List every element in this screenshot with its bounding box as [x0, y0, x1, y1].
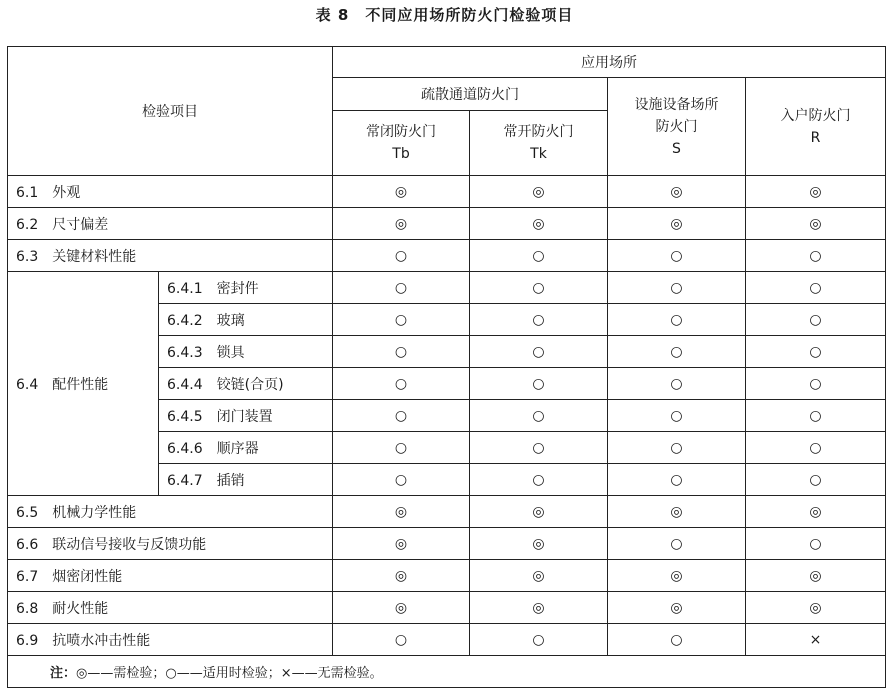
header-evacuation: 疏散通道防火门: [333, 78, 608, 111]
cell-s: ◎: [608, 208, 746, 240]
cell-tk: ○: [470, 304, 608, 336]
cell-tk: ○: [470, 368, 608, 400]
cell-tk: ○: [470, 464, 608, 496]
cell-tb: ○: [333, 272, 470, 304]
cell-s: ○: [608, 240, 746, 272]
sub-row-label: 6.4.4 铰链(合页): [159, 368, 333, 400]
cell-tb: ◎: [333, 208, 470, 240]
row-label: 6.3 关键材料性能: [8, 240, 333, 272]
cell-s: ◎: [608, 560, 746, 592]
cell-s: ○: [608, 432, 746, 464]
group-label: 6.4 配件性能: [8, 272, 159, 496]
row-label: 6.7 烟密闭性能: [8, 560, 333, 592]
cell-tk: ◎: [470, 560, 608, 592]
cell-s: ○: [608, 624, 746, 656]
cell-s: ◎: [608, 592, 746, 624]
header-r-code: R: [810, 129, 821, 146]
cell-tb: ○: [333, 624, 470, 656]
cell-tk: ○: [470, 624, 608, 656]
inspection-table: [7, 46, 886, 688]
cell-tb: ○: [333, 240, 470, 272]
cell-tb: ◎: [333, 528, 470, 560]
table-row: [8, 560, 886, 592]
header-application: 应用场所: [333, 47, 886, 78]
table-row: [8, 496, 886, 528]
table-title: 表 8 不同应用场所防火门检验项目: [315, 6, 574, 24]
cell-r: ○: [746, 240, 886, 272]
cell-s: ○: [608, 368, 746, 400]
table-row: [8, 528, 886, 560]
cell-tb: ◎: [333, 176, 470, 208]
cell-r: ○: [746, 368, 886, 400]
cell-r: ◎: [746, 496, 886, 528]
cell-s: ○: [608, 272, 746, 304]
cell-r: ×: [746, 624, 886, 656]
cell-r: ◎: [746, 560, 886, 592]
cell-s: ○: [608, 336, 746, 368]
cell-tb: ◎: [333, 560, 470, 592]
header-r: [746, 78, 886, 176]
sub-row-label: 6.4.7 插销: [159, 464, 333, 496]
cell-s: ○: [608, 528, 746, 560]
cell-tb: ◎: [333, 592, 470, 624]
header-tb-name: 常闭防火门: [366, 124, 436, 140]
cell-tk: ○: [470, 400, 608, 432]
row-label: 6.5 机械力学性能: [8, 496, 333, 528]
row-label: 6.1 外观: [8, 176, 333, 208]
note-prefix: 注：: [50, 666, 77, 681]
table-note: [8, 656, 886, 688]
header-tk-code: Tk: [530, 146, 547, 162]
header-tk-name: 常开防火门: [503, 124, 574, 140]
cell-r: ○: [746, 432, 886, 464]
cell-tk: ○: [470, 272, 608, 304]
row-label: 6.6 联动信号接收与反馈功能: [8, 528, 333, 560]
header-s-code: S: [672, 140, 681, 157]
cell-tb: ○: [333, 368, 470, 400]
cell-tb: ○: [333, 336, 470, 368]
cell-s: ◎: [608, 176, 746, 208]
note-text: ◎——需检验；○——适用时检验；×——无需检验。: [76, 666, 383, 681]
cell-s: ○: [608, 400, 746, 432]
header-tk: [470, 111, 608, 176]
header-s-name2: 防火门: [655, 118, 698, 135]
header-item: 检验项目: [8, 47, 333, 176]
cell-tb: ○: [333, 400, 470, 432]
cell-r: ○: [746, 336, 886, 368]
cell-r: ○: [746, 272, 886, 304]
sub-row-label: 6.4.2 玻璃: [159, 304, 333, 336]
cell-s: ○: [608, 464, 746, 496]
header-r-name: 入户防火门: [780, 107, 851, 124]
header-s: [608, 78, 746, 176]
cell-tb: ○: [333, 464, 470, 496]
cell-r: ◎: [746, 592, 886, 624]
row-label: 6.8 耐火性能: [8, 592, 333, 624]
cell-tk: ◎: [470, 176, 608, 208]
table-row: [8, 272, 886, 304]
cell-tk: ◎: [470, 496, 608, 528]
sub-row-label: 6.4.3 锁具: [159, 336, 333, 368]
table-row: [8, 240, 886, 272]
cell-tb: ○: [333, 432, 470, 464]
table-row: [8, 624, 886, 656]
row-label: 6.2 尺寸偏差: [8, 208, 333, 240]
sub-row-label: 6.4.5 闭门装置: [159, 400, 333, 432]
cell-s: ◎: [608, 496, 746, 528]
table-row: [8, 176, 886, 208]
cell-tk: ◎: [470, 208, 608, 240]
header-tb-code: Tb: [392, 146, 410, 162]
cell-tk: ◎: [470, 592, 608, 624]
header-s-name1: 设施设备场所: [634, 96, 719, 113]
cell-r: ○: [746, 464, 886, 496]
table-row: [8, 592, 886, 624]
header-tb: [333, 111, 470, 176]
cell-r: ○: [746, 304, 886, 336]
cell-tk: ◎: [470, 528, 608, 560]
cell-tk: ○: [470, 336, 608, 368]
cell-tk: ○: [470, 240, 608, 272]
sub-row-label: 6.4.6 顺序器: [159, 432, 333, 464]
note-row: [8, 656, 886, 688]
sub-row-label: 6.4.1 密封件: [159, 272, 333, 304]
cell-r: ○: [746, 400, 886, 432]
cell-s: ○: [608, 304, 746, 336]
table-row: [8, 208, 886, 240]
cell-tk: ○: [470, 432, 608, 464]
cell-tb: ○: [333, 304, 470, 336]
cell-r: ◎: [746, 176, 886, 208]
cell-tb: ◎: [333, 496, 470, 528]
row-label: 6.9 抗喷水冲击性能: [8, 624, 333, 656]
cell-r: ○: [746, 528, 886, 560]
cell-r: ◎: [746, 208, 886, 240]
